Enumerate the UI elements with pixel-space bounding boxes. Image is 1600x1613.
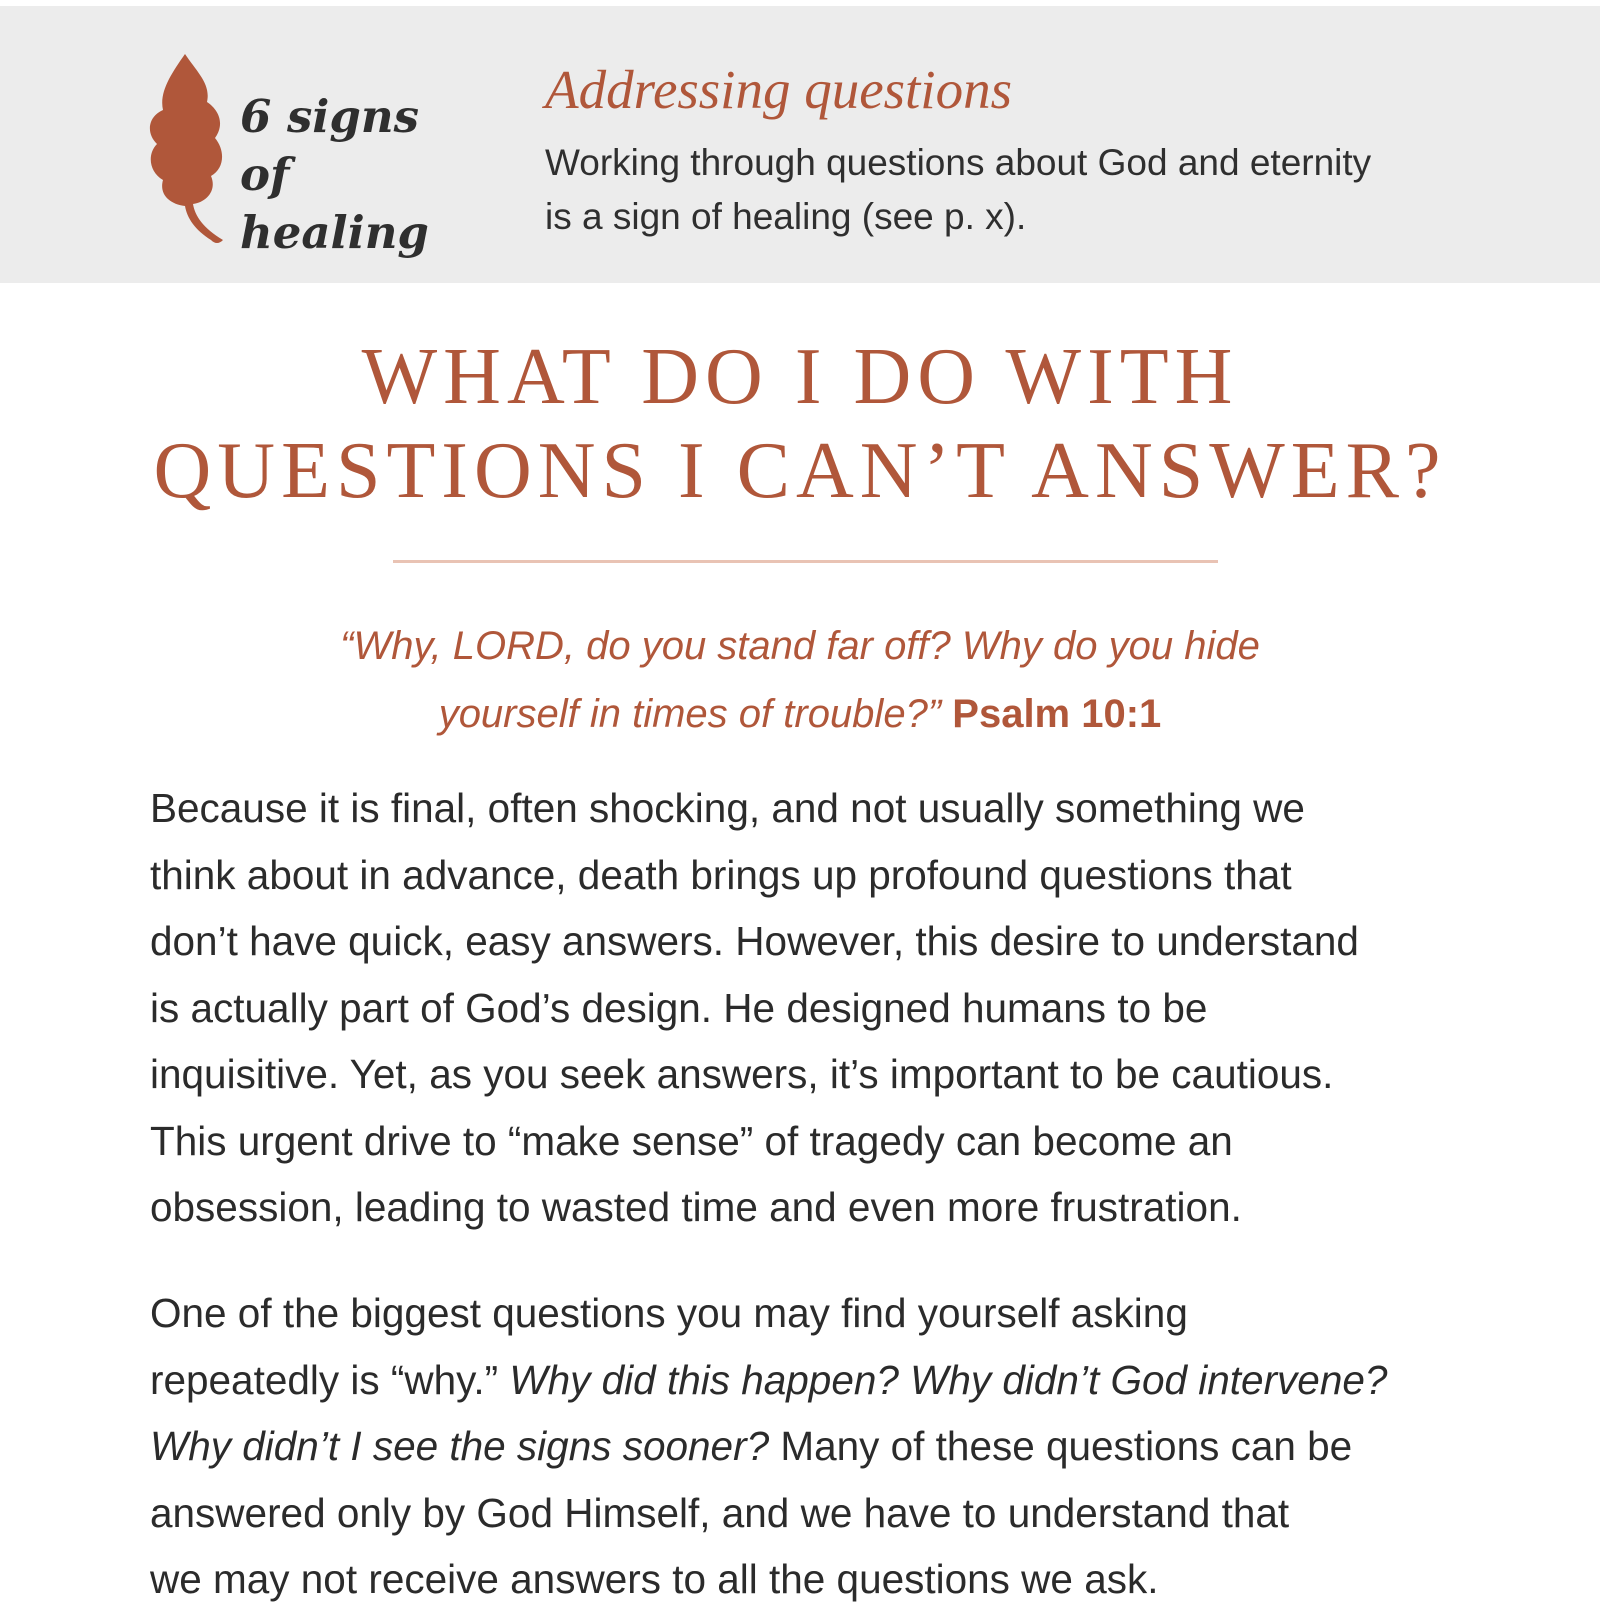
banner-text-line1: Working through questions about God and eternity: [545, 142, 1372, 183]
paragraph-line: [150, 1413, 1480, 1480]
paragraph-line: we may not receive answers to all the questions we ask.: [150, 1556, 1159, 1602]
paragraph-line: This urgent drive to “make sense” of tragedy can become an: [150, 1117, 1233, 1164]
body-paragraph-1: [150, 775, 1480, 1241]
paragraph-line: is actually part of God’s design. He designed humans to be: [150, 984, 1208, 1031]
leaf-icon: [145, 54, 229, 246]
page-title-line1: WHAT DO I DO WITH: [361, 333, 1239, 421]
quote-reference: Psalm 10:1: [952, 692, 1162, 736]
divider: [393, 560, 1218, 563]
banner-heading: Addressing questions: [545, 59, 1012, 120]
paragraph-text: repeatedly is “why.”: [150, 1356, 510, 1403]
paragraph-line: One of the biggest questions you may find yourself asking: [150, 1290, 1188, 1336]
paragraph-italic-text: Why didn’t I see the signs sooner?: [150, 1423, 770, 1469]
quote-line2-container: [0, 680, 1600, 748]
banner-text-line2: is a sign of healing (see p. x).: [545, 196, 1027, 237]
signs-title-line1: 6 signs: [240, 90, 419, 143]
paragraph-line: inquisitive. Yet, as you seek answers, it’s important to be cautious.: [150, 1051, 1334, 1097]
page-title-line2: QUESTIONS I CAN’T ANSWER?: [153, 427, 1447, 515]
paragraph-italic-text: Why did this happen? Why didn’t God intervene?: [509, 1356, 1388, 1403]
signs-of-healing-title: [240, 88, 480, 262]
paragraph-line: obsession, leading to wasted time and even more frustration.: [150, 1184, 1242, 1230]
signs-title-line2: of healing: [240, 148, 429, 259]
quote-line1: “Why, LORD, do you stand far off? Why do you hide: [340, 624, 1260, 668]
body-paragraph-2: [150, 1280, 1480, 1613]
banner-description: [545, 136, 1545, 244]
paragraph-line: [150, 1347, 1480, 1414]
paragraph-line: don’t have quick, easy answers. However, this desire to understand: [150, 918, 1359, 964]
header-banner: [0, 6, 1600, 283]
page-title: [0, 330, 1600, 518]
paragraph-text: Many of these questions can be: [769, 1423, 1353, 1469]
paragraph-line: answered only by God Himself, and we have to understand that: [150, 1489, 1290, 1536]
quote-line2: yourself in times of trouble?”: [438, 692, 942, 736]
paragraph-line: Because it is final, often shocking, and not usually something we: [150, 785, 1305, 831]
paragraph-line: think about in advance, death brings up profound questions that: [150, 851, 1292, 898]
scripture-quote: [0, 612, 1600, 748]
